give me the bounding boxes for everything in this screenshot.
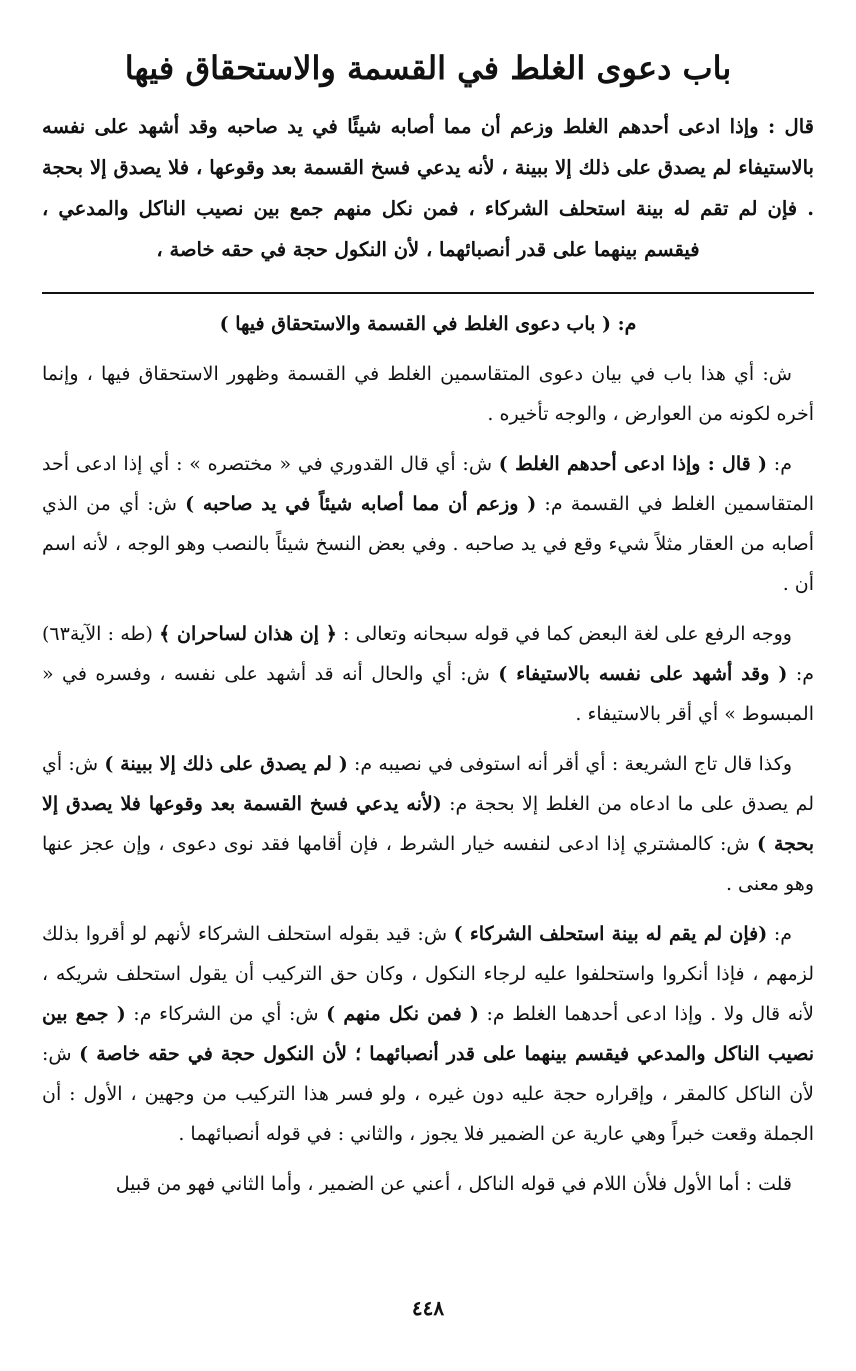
page-number: ٤٤٨	[411, 1296, 445, 1320]
quoted-matn: (لأنه يدعي فسخ القسمة بعد وقوعها فلا يصدق إلا بحجة )	[42, 792, 814, 855]
quoted-matn: ( جمع بين نصيب الناكل والمدعي فيقسم بينهما على قدر أنصبائهما ؛ لأن النكول حجة في حقه خاصة )	[42, 1002, 814, 1065]
commentary-text: ووجه الرفع على لغة البعض كما في قوله سبحانه وتعالى :	[336, 622, 792, 645]
matn-paragraph: قال : وإذا ادعى أحدهم الغلط وزعم أن مما أصابه شيئًا في يد صاحبه وقد أشهد على نفسه بالاستيفاء لم يصدق على ذلك إلا ببينة ، لأنه يدعي فسخ القسمة بعد وقوعها ، فلا يصدق إلا بحجة . فإن لم تقم له بينة استحلف الشركاء ، فمن نكل منهم جمع بين نصيب الناكل والمدعي ، فيقسم بينهما على قدر أنصبائهما ، لأن النكول حجة في حقه خاصة ،	[42, 114, 814, 261]
section-divider	[42, 292, 814, 294]
commentary-text: ش: أي قال القدوري في « مختصره » : أي إذا ادعى أحد المتقاسمين الغلط في القسمة م:	[42, 452, 814, 515]
quoted-matn: ( قال : وإذا ادعى أحدهم الغلط )	[498, 452, 768, 475]
commentary-paragraph-5	[42, 914, 814, 1154]
commentary-text: ش: لأن الناكل كالمقر ، وإقراره حجة عليه دون غيره ، ولو فسر هذا التركيب من وجهين ، الأول : أن الجملة وقعت خبراً وهي عارية عن الضمير فلا يجوز ، والثاني : في قوله أنصبائهما .	[42, 1042, 814, 1145]
matn-text-block	[42, 106, 814, 270]
commentary-paragraph-3	[42, 614, 814, 734]
quoted-matn: ( فمن نكل منهم )	[326, 1002, 479, 1025]
verse-reference: (طه : الآية٦٣) م:	[42, 622, 814, 685]
commentary-text: ش: أي لم يصدق على ما ادعاه من الغلط إلا بحجة م:	[42, 752, 814, 815]
commentary-text: ش: قيد بقوله استحلف الشركاء لأنهم لو أقروا بذلك لزمهم ، فإذا أنكروا واستحلفوا عليه لرجاء النكول ، وكان حق التركيب أن يقول استحلف شريكه ، لأنه قال ولا . وإذا ادعى أحدهما الغلط م:	[42, 922, 815, 1025]
commentary-paragraph-1: ش: أي هذا باب في بيان دعوى المتقاسمين الغلط في القسمة وظهور الاستحقاق فيها ، وإنما أخره لكونه من العوارض ، والوجه تأخيره .	[42, 362, 814, 425]
commentary-text: ش: أي من الشركاء م:	[125, 1002, 327, 1025]
quoted-matn: ( وزعم أن مما أصابه شيئاً في يد صاحبه )	[185, 492, 537, 515]
commentary-text: وكذا قال تاج الشريعة : أي أقر أنه استوفى في نصيبه م:	[347, 752, 792, 775]
commentary-text: ش: أي والحال أنه قد أشهد على نفسه ، وفسره في « المبسوط » أي أقر بالاستيفاء .	[42, 662, 814, 725]
quranic-quote: ﴿ إن هذان لساحران ﴾	[159, 622, 337, 645]
commentary-heading: م: ( باب دعوى الغلط في القسمة والاستحقاق فيها )	[219, 312, 637, 335]
commentary-paragraph-2	[42, 444, 814, 604]
quoted-matn: (فإن لم يقم له بينة استحلف الشركاء )	[453, 922, 768, 945]
marker-text: م:	[767, 922, 792, 945]
marker-text: م:	[767, 452, 792, 475]
commentary-block	[42, 304, 814, 1204]
quoted-matn: ( لم يصدق على ذلك إلا ببينة )	[104, 752, 348, 775]
commentary-paragraph-4	[42, 744, 814, 904]
commentary-text: ش: أي من الذي أصابه من العقار مثلاً شيء وقع في يد صاحبه . وفي بعض النسخ شيئاً بالنصب وهو الوجه ، لأنه اسم أن .	[42, 492, 814, 595]
commentary-paragraph-6: قلت : أما الأول فلأن اللام في قوله الناكل ، أعني عن الضمير ، وأما الثاني فهو من قبيل	[115, 1172, 792, 1195]
commentary-text: ش: كالمشتري إذا ادعى لنفسه خيار الشرط ، فإن أقامها فقد نوى دعوى ، وإن عجز عنها وهو معنى .	[42, 832, 814, 895]
quoted-matn: ( وقد أشهد على نفسه بالاستيفاء )	[498, 662, 788, 685]
chapter-title: باب دعوى الغلط في القسمة والاستحقاق فيها	[124, 49, 732, 87]
